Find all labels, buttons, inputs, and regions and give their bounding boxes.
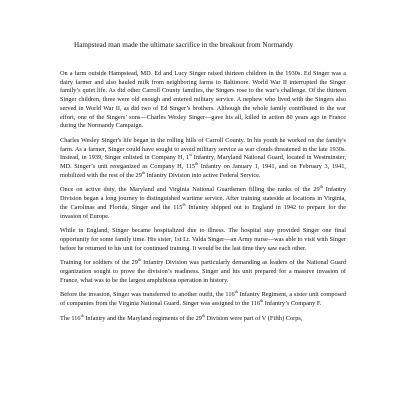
paragraph-text: Once on active duty, the Maryland and Virginia National Guardsmen filling the ranks of the 29 <box>60 186 320 194</box>
paragraph <box>60 227 346 253</box>
paragraph-text: Training for soldiers of the 29 <box>60 259 138 267</box>
paragraph-text: Infantry Regiment, a sister unit composed of companies from the Virginia National Guard. Singer was assigned to the 116 <box>60 291 346 308</box>
ordinal-suffix: th <box>182 201 186 207</box>
paragraph-text: Infantry Division into active Federal Service. <box>144 171 261 179</box>
paragraph-text: While in England, Singer became hospitalized due to illness. The hospital stay provided Singer one final opportunity for some family time. His sister, 1st Lt. Valda Singer—an Army nurse—was able to visit with Singer before he returned to his unit for continued training. It would be the last time they saw each other. <box>60 227 346 252</box>
ordinal-suffix: th <box>319 184 323 190</box>
paragraph-text: Infantry shipped out to England in 1942 to prepare for the invasion of Europe. <box>60 203 347 220</box>
paragraph-text: Before the invasion, Singer was transferred to another outfit, the 116 <box>60 291 235 299</box>
paragraph <box>60 312 346 324</box>
page-title: Hampstead man made the ultimate sacrifice in the breakout from Normandy <box>74 41 294 49</box>
paragraph <box>60 291 346 308</box>
paragraph-text: Infantry Division began a long journey to distinguished wartime service. After training stateside at locations in Virginia, the Carolinas and Florida, Singer and the 115 <box>60 186 347 211</box>
paragraph <box>60 70 346 131</box>
ordinal-suffix: th <box>80 312 84 318</box>
paragraph-text: Infantry Division was particularly demanding as leaders of the National Guard organization sought to prove the division’s readiness. Singer and his unit prepared for a massive invasion of France, what was to be the largest amphibious operation in history. <box>60 259 347 284</box>
paragraph-text: Infantry and the Maryland regiments of the 29 <box>83 314 202 322</box>
paragraph-text: Infantry on January 1, 1941, and on February 3, 1941, mobilized with the rest of the 29 <box>60 163 346 179</box>
ordinal-suffix: th <box>137 257 142 263</box>
article-body <box>60 70 346 330</box>
ordinal-suffix: st <box>189 152 192 158</box>
paragraph <box>60 259 346 285</box>
paragraph <box>60 137 346 181</box>
paragraph-text: Charles Wesley Singer's life began in the rolling hills of Carroll County. In his youth he worked on the family's farm. As a farmer, Singer could have sought to avoid military service as war clouds threatened in the late 1930s. Instead, in 1939, Singer enlisted in Company H, 1 <box>60 136 346 162</box>
ordinal-suffix: th <box>260 298 264 304</box>
ordinal-suffix: th <box>195 160 199 166</box>
ordinal-suffix: th <box>141 169 145 175</box>
paragraph-text: Division were part of V (Fifth) Corps, <box>205 314 303 322</box>
ordinal-suffix: th <box>234 289 238 295</box>
paragraph-text: Infantry’s Company F. <box>263 300 322 308</box>
paragraph-text: On a farm outside Hampstead, MD. Ed and Lucy Singer raised thirteen children in the 1930s. Ed Singer was a dairy farmer and also hauled milk from neighboring farms to Baltimore. World War II interrupted the Singer family’s quiet life. As did other Carroll County families, the Singers rose to the war’s challenge. Of the thirteen Singer children, three were old enough and entered military service. A nephew who lived with the Singers also served in World War II, as did two of Ed Singer’s brothers. Although the whole family contributed to the war effort, one of the Singers’ sons—Charles Wesley Singer—gave his all, killed in action 80 years ago in France during the Normandy Campaign. <box>60 70 346 130</box>
paragraph-text: The 116 <box>60 314 81 322</box>
ordinal-suffix: th <box>201 312 206 318</box>
paragraph-text: Infantry, Maryland National Guard, located in Westminster, MD. Singer’s unit reorganized as Company H, 115 <box>60 154 346 171</box>
paragraph <box>60 186 346 221</box>
